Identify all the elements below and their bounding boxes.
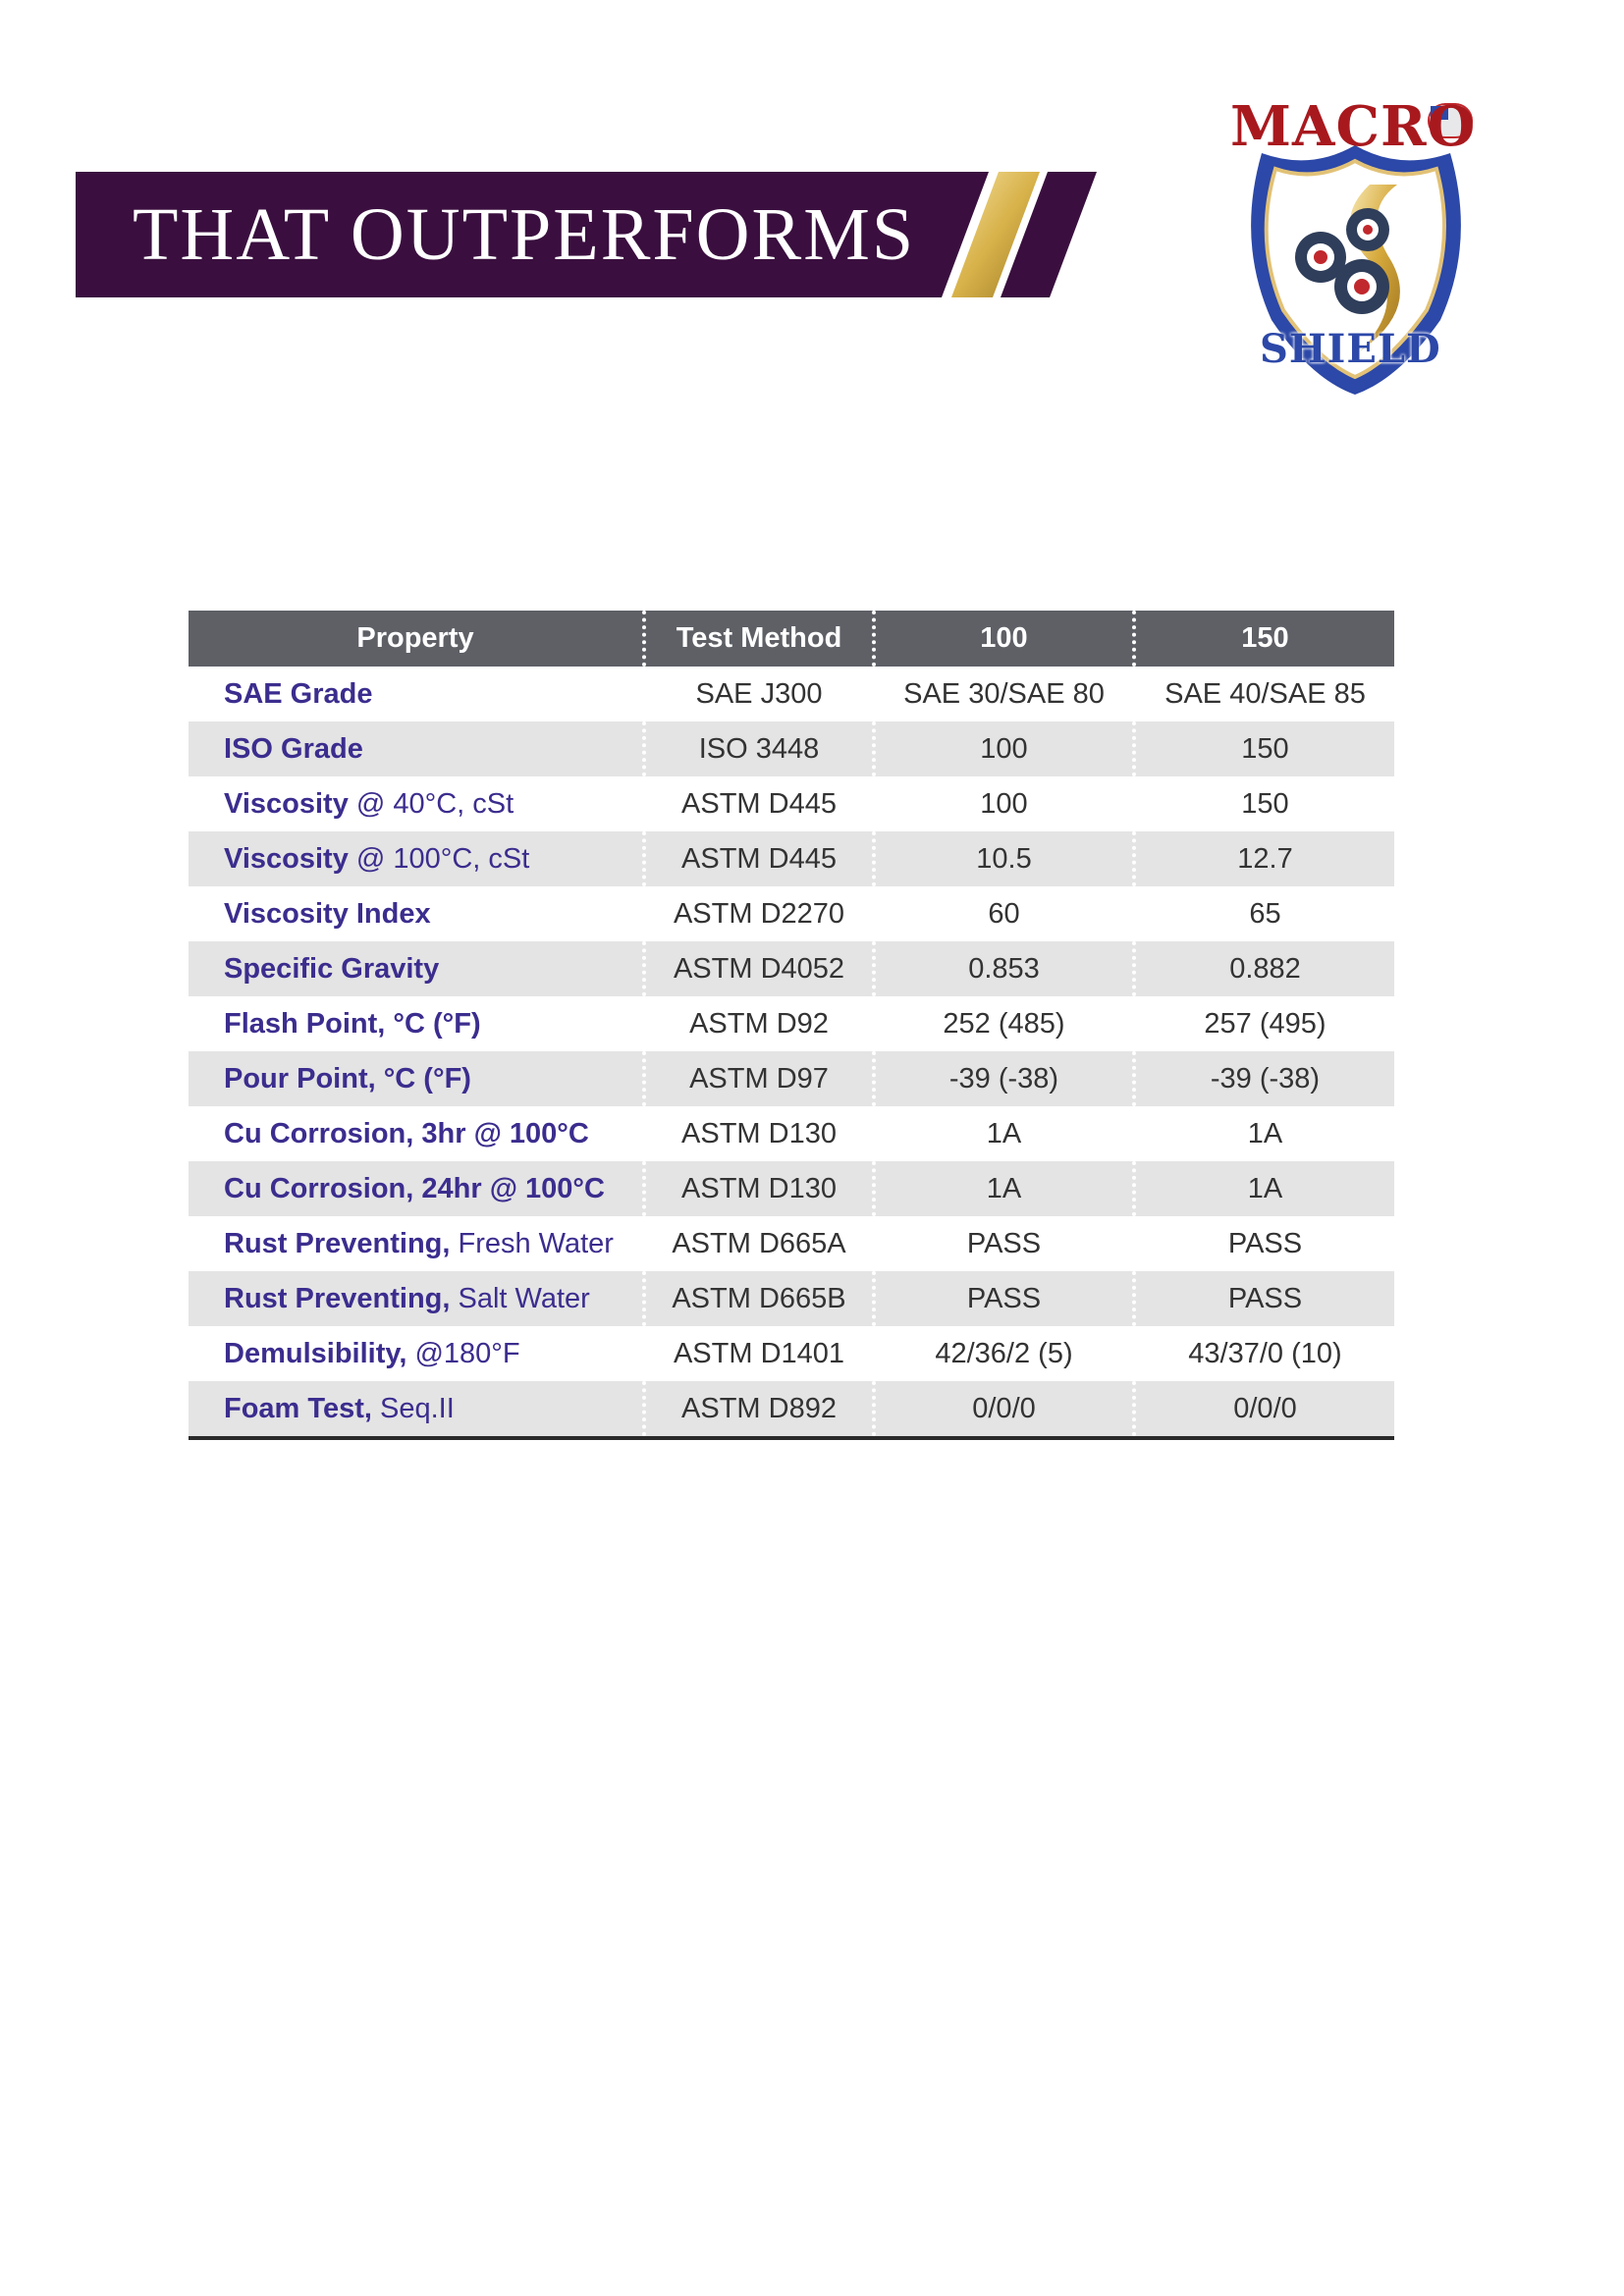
value-100-cell: 60 (874, 886, 1134, 941)
value-150-cell: -39 (-38) (1134, 1051, 1394, 1106)
header-test-method: Test Method (644, 611, 874, 667)
table-row (189, 1216, 1394, 1271)
method-cell: ASTM D665A (644, 1216, 874, 1271)
method-cell: ASTM D130 (644, 1161, 874, 1216)
method-cell: ASTM D4052 (644, 941, 874, 996)
method-cell: ASTM D892 (644, 1381, 874, 1438)
method-cell: ASTM D445 (644, 776, 874, 831)
logo-word-macro: MACRO (1230, 94, 1477, 159)
table-row (189, 831, 1394, 886)
value-150-cell: 43/37/0 (10) (1188, 1337, 1342, 1369)
method-cell: ISO 3448 (644, 721, 874, 776)
value-100-cell: -39 (-38) (874, 1051, 1134, 1106)
value-100-cell: PASS (874, 1216, 1134, 1271)
value-100-cell: 0.853 (874, 941, 1134, 996)
value-100-cell: 1A (874, 1106, 1134, 1161)
table-row (189, 1161, 1394, 1216)
value-150-cell: 1A (1134, 1161, 1394, 1216)
method-cell: ASTM D445 (644, 831, 874, 886)
property-cell: Viscosity @ 100°C, cSt (189, 831, 644, 886)
table-row (189, 1326, 1394, 1381)
method-cell: ASTM D2270 (644, 886, 874, 941)
value-150-cell: 257 (495) (1204, 1007, 1326, 1040)
logo-word-shield: SHIELD (1260, 326, 1441, 372)
value-150-cell: PASS (1227, 1227, 1303, 1259)
value-100-cell: 42/36/2 (5) (874, 1326, 1134, 1381)
table-row (189, 1051, 1394, 1106)
property-cell: SAE Grade (189, 667, 644, 721)
value-150-cell: 65 (1249, 897, 1281, 930)
table-row (189, 1381, 1394, 1438)
value-150-cell: 12.7 (1134, 831, 1394, 886)
value-150-cell: 150 (1134, 721, 1394, 776)
property-cell: ISO Grade (189, 721, 644, 776)
property-cell: Viscosity Index (189, 886, 644, 941)
table-row (189, 776, 1394, 831)
method-cell: ASTM D1401 (644, 1326, 874, 1381)
property-cell: Foam Test, Seq.II (189, 1381, 644, 1438)
property-cell: Pour Point, °C (°F) (189, 1051, 644, 1106)
table-header-row (189, 611, 1394, 667)
value-100-cell: 100 (874, 721, 1134, 776)
header-grade-150: 150 (1134, 611, 1394, 667)
method-cell: ASTM D92 (644, 996, 874, 1051)
value-100-cell: 1A (874, 1161, 1134, 1216)
property-cell: Viscosity @ 40°C, cSt (189, 776, 644, 831)
value-150-cell: 1A (1247, 1117, 1283, 1149)
method-cell: ASTM D665B (644, 1271, 874, 1326)
table-row (189, 721, 1394, 776)
macro-shield-logo (1222, 94, 1492, 400)
property-cell: Rust Preventing, Salt Water (189, 1271, 644, 1326)
method-cell: ASTM D130 (644, 1106, 874, 1161)
value-100-cell: 100 (874, 776, 1134, 831)
table-row (189, 941, 1394, 996)
property-cell: Cu Corrosion, 3hr @ 100°C (189, 1106, 644, 1161)
property-cell: Cu Corrosion, 24hr @ 100°C (189, 1161, 644, 1216)
table-row (189, 886, 1394, 941)
value-100-cell: PASS (874, 1271, 1134, 1326)
value-150-cell: 150 (1241, 787, 1289, 820)
table-row (189, 667, 1394, 721)
property-cell: Rust Preventing, Fresh Water (189, 1216, 644, 1271)
method-cell: SAE J300 (644, 667, 874, 721)
header-property: Property (189, 611, 644, 667)
value-150-cell: SAE 40/SAE 85 (1164, 677, 1366, 710)
property-cell: Specific Gravity (189, 941, 644, 996)
table-row (189, 996, 1394, 1051)
method-cell: ASTM D97 (644, 1051, 874, 1106)
table-row (189, 1106, 1394, 1161)
value-100-cell: 10.5 (874, 831, 1134, 886)
property-cell: Demulsibility, @180°F (189, 1326, 644, 1381)
property-cell: Flash Point, °C (°F) (189, 996, 644, 1051)
value-150-cell: 0.882 (1134, 941, 1394, 996)
spec-table (189, 611, 1394, 1440)
banner-title: THAT OUTPERFORMS (133, 193, 916, 276)
title-banner (76, 172, 1097, 297)
table-row (189, 1271, 1394, 1326)
value-100-cell: 0/0/0 (874, 1381, 1134, 1438)
value-100-cell: SAE 30/SAE 80 (874, 667, 1134, 721)
header-grade-100: 100 (874, 611, 1134, 667)
value-150-cell: PASS (1134, 1271, 1394, 1326)
value-100-cell: 252 (485) (874, 996, 1134, 1051)
value-150-cell: 0/0/0 (1134, 1381, 1394, 1438)
